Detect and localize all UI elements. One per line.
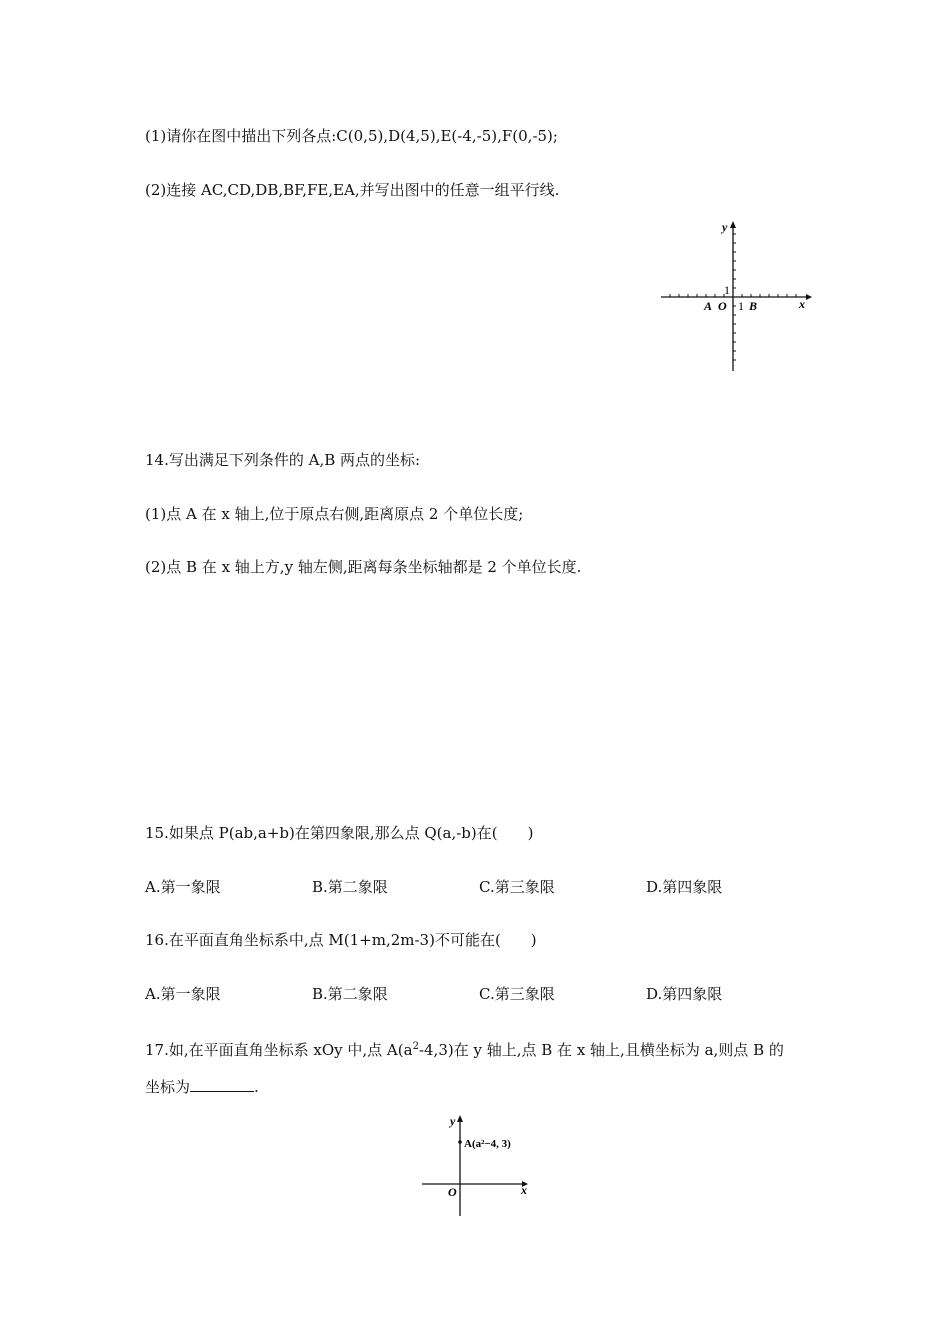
q15-option-c[interactable]: C.第三象限 xyxy=(479,878,555,896)
q16-stem-text: 16.在平面直角坐标系中,点 M(1+m,2m-3)不可能在( xyxy=(145,931,501,949)
q13-part2: (2)连接 AC,CD,DB,BF,FE,EA,并写出图中的任意一组平行线. xyxy=(145,181,560,199)
q17-point-A xyxy=(458,1140,462,1144)
q16-option-d[interactable]: D.第四象限 xyxy=(646,985,723,1003)
q14-stem: 14.写出满足下列条件的 A,B 两点的坐标: xyxy=(145,451,421,469)
q17-line2 xyxy=(145,1077,259,1097)
q16-option-b[interactable]: B.第二象限 xyxy=(312,985,388,1003)
q15-stem-text: 15.如果点 P(ab,a+b)在第四象限,那么点 Q(a,-b)在( xyxy=(145,824,498,842)
q17-y-label: y xyxy=(450,1114,456,1128)
q17-line1 xyxy=(145,1037,784,1060)
q13-coordinate-figure xyxy=(656,216,816,376)
q17-sup: 2 xyxy=(412,1041,419,1052)
q17-line1-a: 17.如,在平面直角坐标系 xOy 中,点 A(a xyxy=(145,1041,413,1059)
q17-point-label: A(a²−4, 3) xyxy=(464,1138,511,1150)
q14-part1: (1)点 A 在 x 轴上,位于原点右侧,距离原点 2 个单位长度; xyxy=(145,505,524,523)
q15-stem-close: ) xyxy=(527,824,534,842)
q16-option-a[interactable]: A.第一象限 xyxy=(145,985,221,1003)
q13-origin: O xyxy=(718,299,727,313)
q17-origin: O xyxy=(448,1185,457,1199)
q16-option-c[interactable]: C.第三象限 xyxy=(479,985,555,1003)
q13-point-B: B xyxy=(749,299,758,313)
q13-x-label: x xyxy=(799,297,805,311)
q17-x-label: x xyxy=(521,1183,527,1197)
q14-part2: (2)点 B 在 x 轴上方,y 轴左侧,距离每条坐标轴都是 2 个单位长度. xyxy=(145,558,582,576)
q15-stem xyxy=(145,823,533,843)
q17-answer-blank[interactable] xyxy=(190,1077,254,1092)
q17-line1-b: -4,3)在 y 轴上,点 B 在 x 轴上,且横坐标为 a,则点 B 的 xyxy=(418,1041,784,1059)
q15-option-a[interactable]: A.第一象限 xyxy=(145,878,221,896)
q13-part1: (1)请你在图中描出下列各点:C(0,5),D(4,5),E(-4,-5),F(0,-5); xyxy=(145,127,558,145)
q17-coordinate-figure xyxy=(418,1110,538,1220)
q15-option-b[interactable]: B.第二象限 xyxy=(312,878,388,896)
q15-option-d[interactable]: D.第四象限 xyxy=(646,878,723,896)
q16-stem-close: ) xyxy=(530,931,537,949)
q13-one-x: 1 xyxy=(738,299,744,313)
q17-line2-b: . xyxy=(254,1078,259,1096)
q13-y-label: y xyxy=(722,220,728,234)
q13-point-A: A xyxy=(704,299,713,313)
q13-one-y: 1 xyxy=(724,283,730,297)
q17-line2-a: 坐标为 xyxy=(145,1078,191,1096)
q16-stem xyxy=(145,930,537,950)
